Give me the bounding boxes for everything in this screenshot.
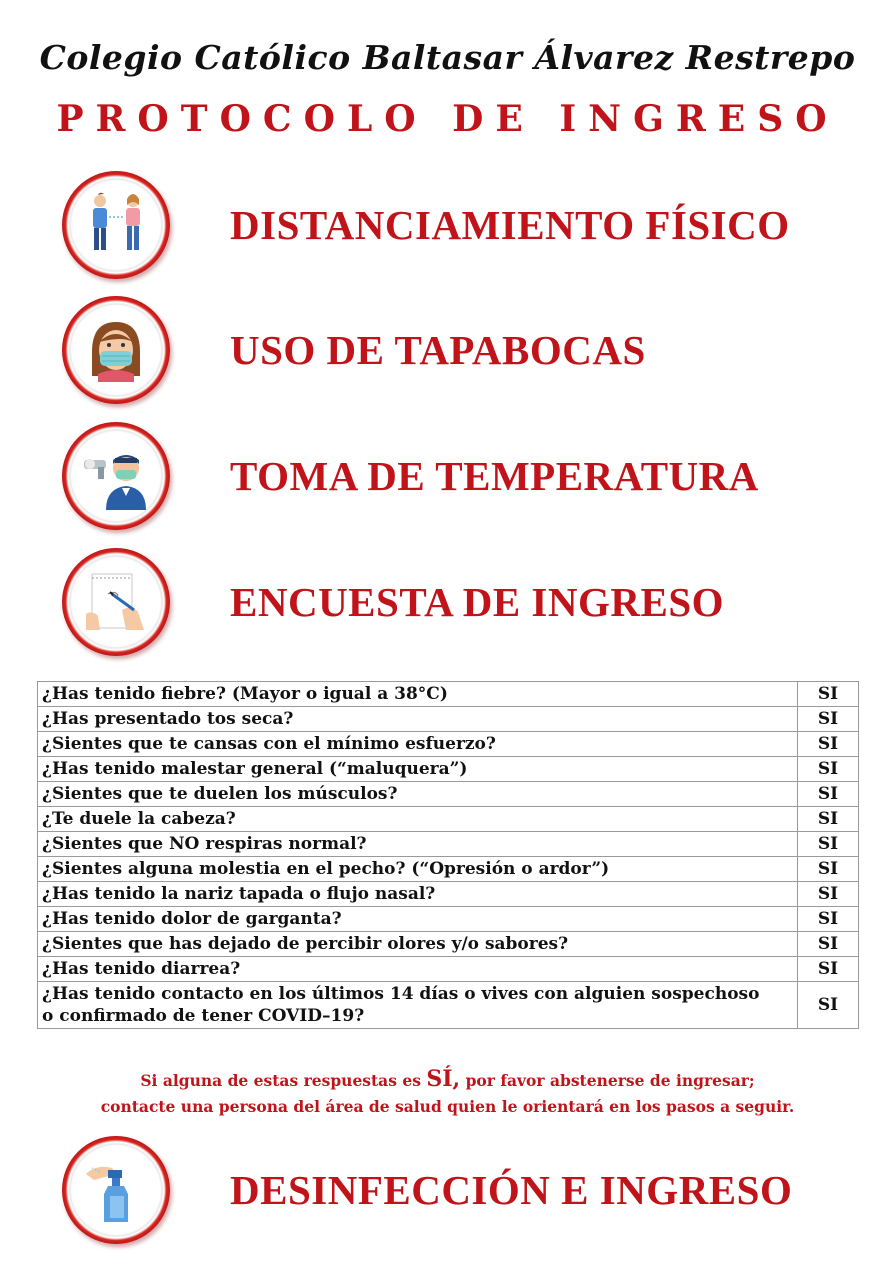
notice-line-1 [0,1066,895,1094]
survey-answer: SI [798,932,859,957]
survey-row [38,857,859,882]
survey-row [38,732,859,757]
social-distancing-icon [62,171,170,279]
survey-question [38,982,798,1029]
step-label: DISTANCIAMIENTO FÍSICO [230,202,790,248]
step-disinfection [62,1130,862,1250]
survey-question [38,882,798,907]
survey-row [38,907,859,932]
protocol-title: PROTOCOLO DE INGRESO [56,98,839,140]
survey-table [37,681,859,1029]
step-label: DESINFECCIÓN E INGRESO [230,1167,793,1213]
survey-row [38,982,859,1029]
survey-answer: SI [798,882,859,907]
survey-answer: SI [798,957,859,982]
thermometer-check-icon [62,422,170,530]
survey-answer: SI [798,682,859,707]
step-physical-distancing [62,165,862,285]
survey-question [38,807,798,832]
survey-row [38,832,859,857]
survey-answer: SI [798,832,859,857]
survey-answer: SI [798,907,859,932]
survey-writing-icon [62,548,170,656]
survey-row [38,882,859,907]
survey-question-text: ¿Sientes que has dejado de percibir olores y/o sabores? [42,934,569,954]
survey-question [38,757,798,782]
step-label: USO DE TAPABOCAS [230,327,646,373]
survey-answer: SI [798,707,859,732]
survey-question-text: ¿Has tenido malestar general (“maluquera”) [42,759,468,779]
notice-text [0,1066,895,1120]
survey-answer: SI [798,732,859,757]
survey-question [38,682,798,707]
survey-answer: SI [798,782,859,807]
survey-question-text: ¿Has tenido contacto en los últimos 14 días o vives con alguien sospechoso [42,984,760,1004]
survey-row [38,682,859,707]
survey-question-text: ¿Has tenido diarrea? [42,959,241,979]
survey-body [38,682,859,1029]
survey-row [38,757,859,782]
survey-question-text: ¿Has tenido fiebre? (Mayor o igual a 38°C) [42,684,448,704]
survey-question-text: ¿Sientes que NO respiras normal? [42,834,367,854]
survey-row [38,957,859,982]
survey-question-text: ¿Sientes alguna molestia en el pecho? (“Opresión o ardor”) [42,859,610,879]
survey-question [38,932,798,957]
survey-question [38,857,798,882]
notice-line-1-end: por favor abstenerse de ingresar; [460,1071,755,1090]
step-label: TOMA DE TEMPERATURA [230,453,759,499]
notice-line-2: contacte una persona del área de salud quien le orientará en los pasos a seguir. [100,1097,795,1116]
notice-emphasis: SÍ, [426,1066,461,1092]
sanitizer-spray-icon [62,1136,170,1244]
survey-answer: SI [798,757,859,782]
step-temperature [62,416,862,536]
survey-question-text: ¿Has presentado tos seca? [42,709,294,729]
notice-line-1-start: Si alguna de estas respuestas es [140,1071,427,1090]
survey-question-text: ¿Sientes que te cansas con el mínimo esfuerzo? [42,734,496,754]
survey-row [38,807,859,832]
step-label: ENCUESTA DE INGRESO [230,579,725,625]
step-survey [62,542,862,662]
survey-question-text-cont: o confirmado de tener COVID–19? [42,1006,365,1026]
survey-question [38,907,798,932]
survey-question [38,832,798,857]
survey-question-text: ¿Has tenido la nariz tapada o flujo nasal? [42,884,436,904]
step-face-mask [62,290,862,410]
survey-answer: SI [798,857,859,882]
survey-question [38,732,798,757]
survey-question [38,957,798,982]
survey-answer: SI [798,982,859,1029]
survey-question-text: ¿Te duele la cabeza? [42,809,236,829]
face-mask-icon [62,296,170,404]
survey-answer: SI [798,807,859,832]
school-name: Colegio Católico Baltasar Álvarez Restrepo [39,38,856,77]
survey-question-text: ¿Has tenido dolor de garganta? [42,909,342,929]
survey-row [38,707,859,732]
survey-question [38,707,798,732]
survey-row [38,932,859,957]
survey-question-text: ¿Sientes que te duelen los músculos? [42,784,398,804]
survey-question [38,782,798,807]
survey-row [38,782,859,807]
